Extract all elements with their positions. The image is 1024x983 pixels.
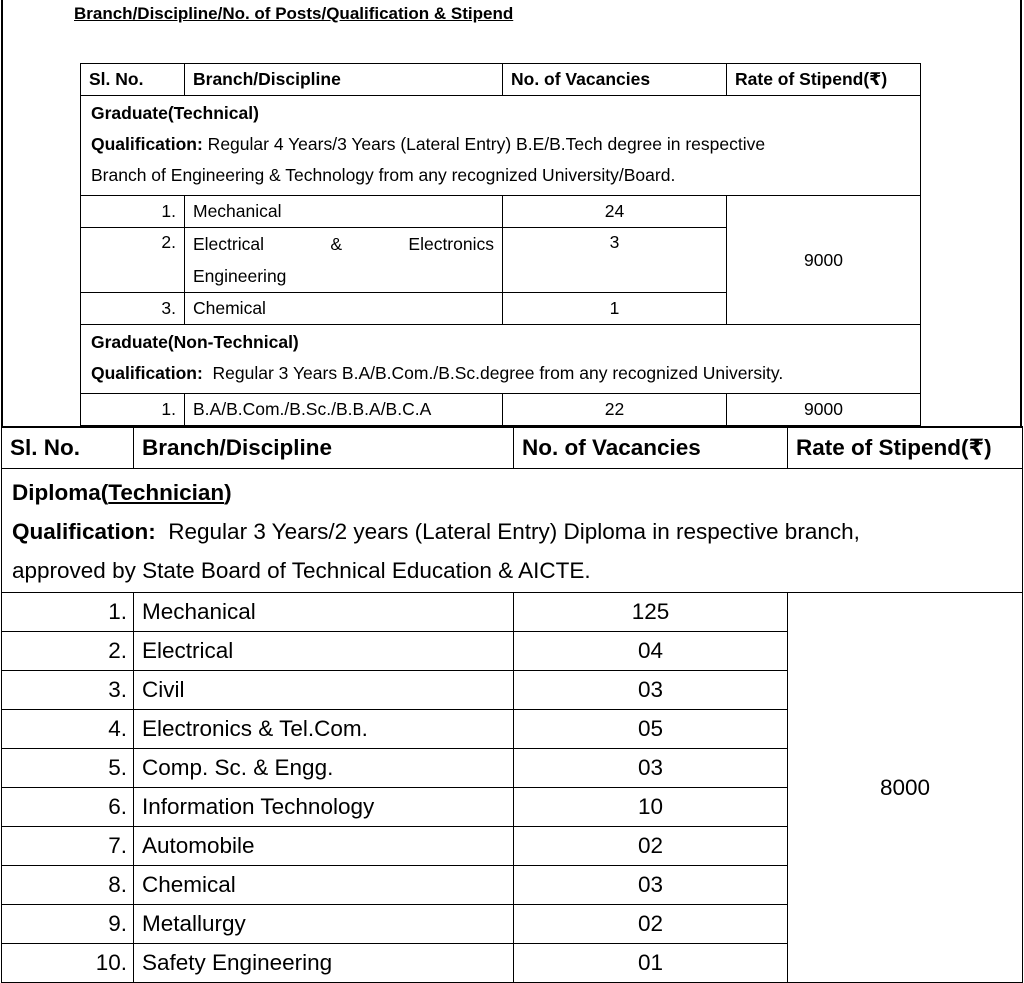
branch-cell [185,228,503,293]
header-vacancies: No. of Vacancies [514,427,788,469]
left-border-line [1,0,3,426]
upper-section [0,0,1024,426]
table-row [2,593,1023,632]
title-technician: Technician [108,480,225,505]
branch-word-electronics: Electronics [408,234,494,254]
right-border-line [1020,0,1022,426]
branch-cell: Electronics & Tel.Com. [134,710,514,749]
branch-cell: Information Technology [134,788,514,827]
section-row-diploma [2,469,1023,593]
header-sl-no: Sl. No. [81,64,185,96]
qualification-text [12,512,1012,551]
vacancies-cell: 04 [514,632,788,671]
sl-no-cell: 1. [81,196,185,228]
vacancies-cell: 22 [503,394,727,426]
branch-cell: Mechanical [134,593,514,632]
graduate-technical-section [81,96,921,196]
section-title: Graduate(Technical) [91,103,259,123]
qualification-text [91,129,910,160]
title-suffix: ) [224,480,232,505]
qualification-label: Qualification: [12,519,156,544]
table-row [81,394,921,426]
qualification-line: Regular 3 Years B.A/B.Com./B.Sc.degree from any recognized University. [202,363,784,383]
title-prefix: Diploma( [12,480,109,505]
branch-cell: Chemical [134,866,514,905]
branch-cell: Civil [134,671,514,710]
sl-no-cell: 3. [2,671,134,710]
section-title: Graduate(Non-Technical) [91,332,299,352]
sl-no-cell: 2. [2,632,134,671]
vacancies-cell: 1 [503,293,727,325]
branch-cell: Metallurgy [134,905,514,944]
branch-line-2: Engineering [193,266,287,286]
diploma-stipend-table [1,426,1023,983]
section-row-graduate-non-technical [81,325,921,394]
qualification-label: Qualification: [91,363,203,383]
qualification-label: Qualification: [91,134,203,154]
vacancies-cell: 10 [514,788,788,827]
header-stipend: Rate of Stipend(₹) [727,64,921,96]
qualification-line-2: approved by State Board of Technical Education & AICTE. [12,558,591,583]
header-branch: Branch/Discipline [134,427,514,469]
header-sl-no: Sl. No. [2,427,134,469]
sl-no-cell: 7. [2,827,134,866]
vacancies-cell: 02 [514,905,788,944]
header-stipend: Rate of Stipend(₹) [788,427,1023,469]
table-header-row [2,427,1023,469]
vacancies-cell: 03 [514,671,788,710]
qualification-line-2: Branch of Engineering & Technology from any recognized University/Board. [91,165,676,185]
qualification-line-1: Regular 4 Years/3 Years (Lateral Entry) B.E/B.Tech degree in respective [202,134,766,154]
vacancies-cell: 125 [514,593,788,632]
stipend-cell: 9000 [727,196,921,325]
branch-line-1 [193,228,494,260]
sl-no-cell: 10. [2,944,134,983]
vacancies-cell: 24 [503,196,727,228]
header-vacancies: No. of Vacancies [503,64,727,96]
section-row-graduate-technical [81,96,921,196]
sl-no-cell: 1. [2,593,134,632]
page-heading: Branch/Discipline/No. of Posts/Qualification & Stipend [74,4,514,23]
sl-no-cell: 3. [81,293,185,325]
branch-cell: B.A/B.Com./B.Sc./B.B.A/B.C.A [185,394,503,426]
diploma-section [2,469,1023,593]
table-row [81,196,921,228]
vacancies-cell: 3 [503,228,727,293]
qualification-line-1: Regular 3 Years/2 years (Lateral Entry) Diploma in respective branch, [155,519,860,544]
branch-word-amp: & [330,234,343,254]
sl-no-cell: 1. [81,394,185,426]
branch-cell: Safety Engineering [134,944,514,983]
branch-cell: Chemical [185,293,503,325]
branch-cell: Electrical [134,632,514,671]
stipend-cell: 9000 [727,394,921,426]
branch-cell: Automobile [134,827,514,866]
sl-no-cell: 6. [2,788,134,827]
vacancies-cell: 03 [514,866,788,905]
sl-no-cell: 4. [2,710,134,749]
qualification-text [91,358,910,389]
sl-no-cell: 9. [2,905,134,944]
sl-no-cell: 5. [2,749,134,788]
vacancies-cell: 02 [514,827,788,866]
branch-cell: Comp. Sc. & Engg. [134,749,514,788]
section-title [12,473,1012,512]
branch-word-electrical: Electrical [193,234,264,254]
branch-cell: Mechanical [185,196,503,228]
graduate-stipend-table [80,63,921,426]
graduate-non-technical-section [81,325,921,394]
table-header-row [81,64,921,96]
sl-no-cell: 8. [2,866,134,905]
vacancies-cell: 05 [514,710,788,749]
header-branch: Branch/Discipline [185,64,503,96]
sl-no-cell: 2. [81,228,185,293]
vacancies-cell: 01 [514,944,788,983]
stipend-cell: 8000 [788,593,1023,983]
vacancies-cell: 03 [514,749,788,788]
